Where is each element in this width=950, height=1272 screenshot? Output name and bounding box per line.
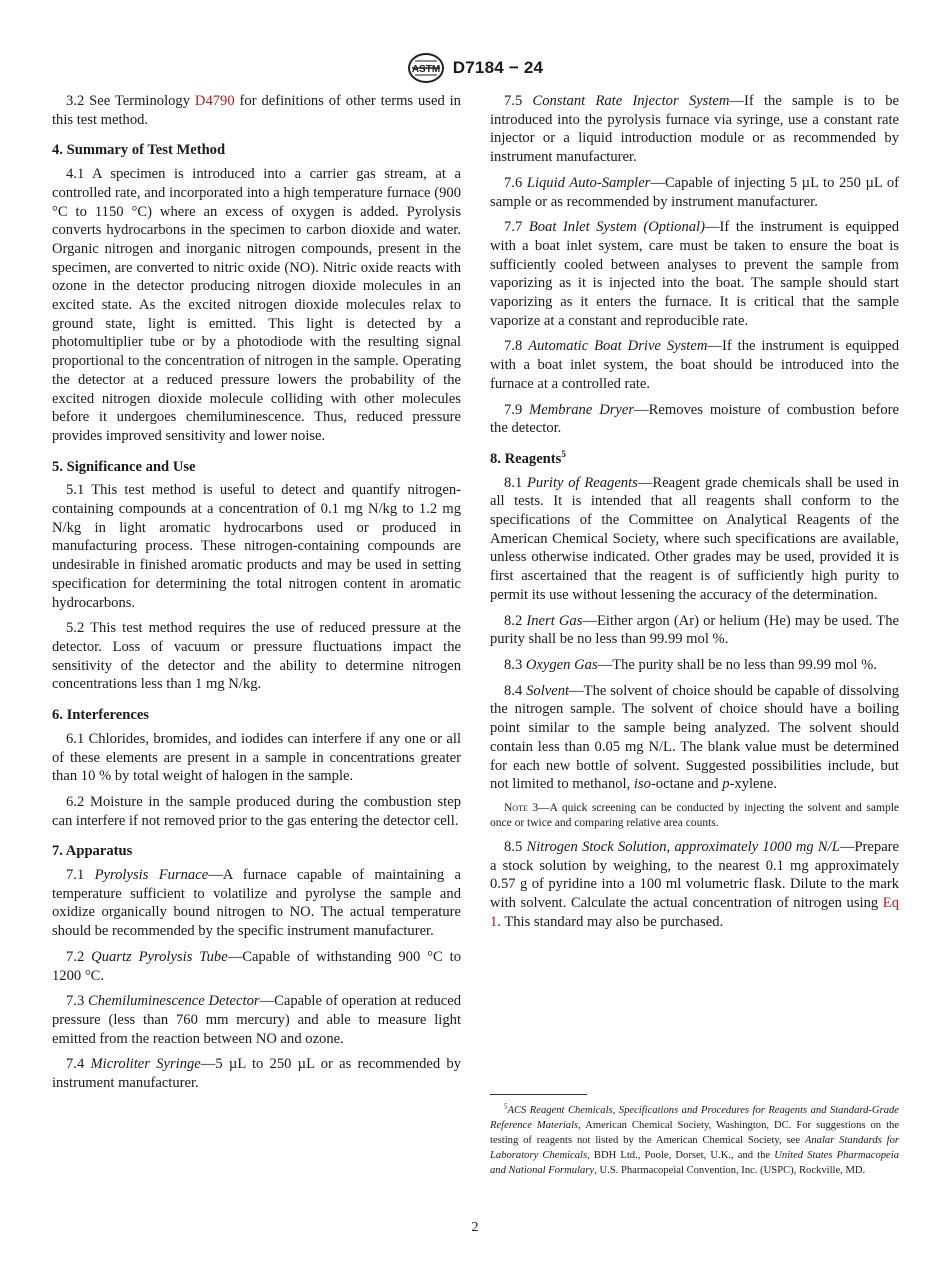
paragraph-3-2: 3.2 See Terminology D4790 for definitions of other terms used in this test method. (52, 93, 461, 128)
paragraph-7-4: 7.4 Microliter Syringe—5 µL to 250 µL or as recommended by instrument manufacturer. (52, 1056, 462, 1092)
paragraph-8-5: 8.5 Nitrogen Stock Solution, approximately 1000 mg N/L—Prepare a stock solution by weighing, to the nearest 0.1 mg approximately 0.57 g of pyridine into a 100 ml volumetric flask. Dilute to the mark with solvent. Calculate the actual concentration of nitrogen using Eq 1. This standard may also be purchased. (490, 838, 900, 930)
left-column (52, 92, 461, 1100)
paragraph-4-1: 4.1 A specimen is introduced into a carrier gas stream, at a controlled rate, and incorporated into a high temperature furnace (900 °C to 1150 °C) where an excess of oxygen is added. Pyrolysis converts hydrocarbons in the specimen to carbon dioxide and water. Organic nitrogen and inorganic nitrogen compounds, present in the specimen, are converted to nitric oxide (NO). Nitric oxide reacts with ozone in the detector producing nitrogen dioxide molecules in an excited state. As the excited nitrogen dioxide molecules relax to ground state, light is emitted. This light is detected by a photomultiplier tube or by a photodiode with the resulting signal proportional to the concentration of nitrogen in the sample. Operating the detector at a reduced pressure lowers the probability of the excited nitrogen dioxide molecule colliding with other molecules before it undergoes chemiluminescence. Thus, reduced pressure provides improved sensitivity and lower noise. (52, 166, 461, 444)
eq-1-link[interactable]: Eq 1 (490, 895, 899, 930)
paragraph-5-1: 5.1 This test method is useful to detect and quantify nitrogen-containing compounds at a concentration of 0.1 mg N/kg to 1.2 mg N/kg in light aromatic hydrocarbons used or produced in manufacturing process. These nitrogen-containing compounds are undesirable in finished aromatic products and may be used in setting specification for determining the total nitrogen content in aromatic hydrocarbons. (52, 482, 461, 611)
paragraph-7-1: 7.1 Pyrolysis Furnace—A furnace capable of maintaining a temperature sufficient to volatilize and pyrolyse the sample and oxidize organically bound nitrogen to NO. The actual temperature should be recommended by the specific instrument manufacturer. (52, 867, 461, 940)
section-6-title: 6. Interferences (52, 707, 149, 724)
footnote-divider (490, 1094, 587, 1095)
section-5-title: 5. Significance and Use (52, 458, 196, 475)
page-header (0, 52, 950, 89)
paragraph-7-3: 7.3 Chemiluminescence Detector—Capable of operation at reduced pressure (less than 760 mm mercury) and able to measure light emitted from the reaction between NO and ozone. (52, 993, 461, 1047)
document-id: D7184 − 24 (452, 58, 544, 77)
section-4-title: 4. Summary of Test Method (52, 142, 226, 159)
paragraph-7-6: 7.6 Liquid Auto-Sampler—Capable of injecting 5 µL to 250 µL of sample or as recommended by instrument manufacturer. (490, 174, 899, 210)
footnote-5: $^5$ACS Reagent Chemicals, Specifications and Procedures for Reagents and Standard-Grade Reference Materials, American Chemical Society, Washington, DC. For suggestions on the testing of reagents not listed by the American Chemical Society, see Analar Standards for Laboratory Chemicals, BDH Ltd., Poole, Dorset, U.K., and the United States Pharmacopeia and National Formulary, U.S. Pharmacopeial Convention, Inc. (USPC), Rockville, MD. (490, 1102, 900, 1176)
paragraph-8-4: 8.4 Solvent—The solvent of choice should be capable of dissolving the nitrogen sample. The solvent of choice should have a boiling point similar to the sample being analyzed. The solvent should contain less than 0.05 mg N/L. The blank value must be determined for each new bottle of solvent. Suggested possibilities include, but not limited to methanol, iso-octane and p-xylene. (490, 682, 900, 793)
paragraph-6-2: 6.2 Moisture in the sample produced during the combustion step can interfere if not removed prior to the gas entering the detector cell. (52, 793, 461, 829)
paragraph-7-7: 7.7 Boat Inlet System (Optional)—If the instrument is equipped with a boat inlet system, care must be taken to ensure the boat is sufficiently cooled between analyses to prevent the sample from vaporizing as it is injected into the boat. The sample should start vaporizing as it enters the furnace. It is critical that the sample vaporize at a constant and reproducible rate. (490, 219, 900, 329)
footnote-ref-5[interactable]: 5 (561, 449, 566, 460)
d4790-link[interactable]: D4790 (194, 93, 235, 109)
section-7-title: 7. Apparatus (52, 843, 133, 860)
paragraph-8-1: 8.1 Purity of Reagents—Reagent grade chemicals shall be used in all tests. It is intended that all reagents shall conform to the specifications of the Committee on Analytical Reagents of the American Chemical Society, where such specifications are available, unless otherwise indicated. Other grades may be used, provided it is first ascertained that the reagent is of sufficiently high purity to permit its use without lessening the accuracy of the determination. (490, 474, 899, 603)
note-3: Note 3—A quick screening can be conducted by injecting the solvent and sample once or twice and comparing relative area counts. (490, 801, 899, 829)
paragraph-5-2: 5.2 This test method requires the use of reduced pressure at the detector. Loss of vacuum or pressure fluctuations impact the sensitivity of the detector and the ability to determine nitrogen concentrations less than 1 mg N/kg. (52, 620, 461, 693)
paragraph-7-8: 7.8 Automatic Boat Drive System—If the instrument is equipped with a boat inlet system, the boat should be introduced into the furnace at a controlled rate. (490, 338, 900, 392)
paragraph-7-5: 7.5 Constant Rate Injector System—If the sample is to be introduced into the pyrolysis furnace via syringe, use a constant rate injector or a liquid introduction module or as recommended by instrument manufacturer. (490, 93, 899, 166)
page-number: 2 (471, 1220, 479, 1235)
paragraph-8-3: 8.3 Oxygen Gas—The purity shall be no less than 99.99 mol %. (504, 656, 877, 673)
right-column (490, 92, 899, 938)
section-8-title: 8. Reagents$^5$ (490, 449, 566, 467)
astm-logo-icon (407, 52, 445, 84)
svg-text:ASTM: ASTM (411, 64, 440, 75)
paragraph-6-1: 6.1 Chlorides, bromides, and iodides can interfere if any one or all of these elements are present in a sample in concentrations greater than 10 % by total weight of halogen in the sample. (52, 730, 461, 785)
paragraph-7-9: 7.9 Membrane Dryer—Removes moisture of combustion before the detector. (490, 401, 899, 437)
paragraph-7-2: 7.2 Quartz Pyrolysis Tube—Capable of withstanding 900 °C to 1200 °C. (52, 948, 462, 984)
paragraph-8-2: 8.2 Inert Gas—Either argon (Ar) or helium (He) may be used. The purity shall be no less than 99.99 mol %. (490, 612, 899, 648)
